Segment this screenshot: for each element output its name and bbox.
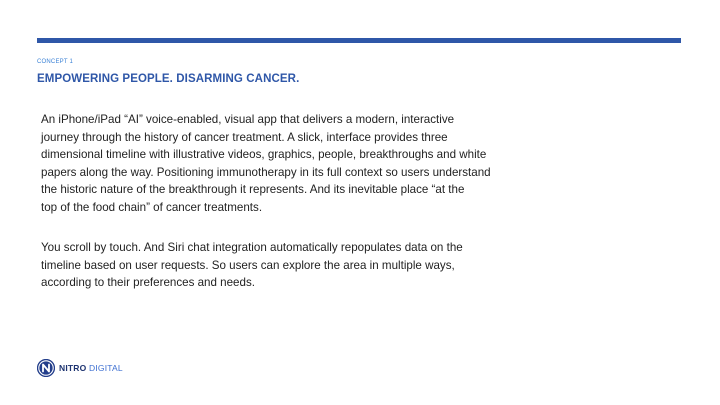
top-divider-bar	[37, 38, 681, 43]
body-paragraph-2	[41, 239, 561, 292]
paragraph-line: according to their preferences and needs.	[41, 276, 255, 289]
body-paragraph-1	[41, 111, 561, 216]
paragraph-line: the historic nature of the breakthrough it represents. And its inevitable place “at the	[41, 183, 465, 196]
concept-label: CONCEPT 1	[37, 59, 74, 65]
nitro-n-icon	[37, 359, 55, 377]
paragraph-line: top of the food chain” of cancer treatments.	[41, 200, 263, 214]
paragraph-line: dimensional timeline with illustrative videos, graphics, people, breakthroughs and white	[41, 148, 487, 161]
logo-word-nitro: NITRO	[59, 363, 87, 373]
paragraph-line: You scroll by touch. And Siri chat integration automatically repopulates data on the	[41, 241, 463, 254]
paragraph-line: papers along the way. Positioning immunotherapy in its full context so users understand	[41, 165, 491, 179]
logo-word-digital: DIGITAL	[89, 363, 123, 373]
paragraph-line: timeline based on user requests. So users can explore the area in multiple ways,	[41, 258, 455, 272]
logo-wordmark	[59, 363, 123, 373]
nitro-digital-logo	[37, 359, 123, 377]
paragraph-line: An iPhone/iPad “AI” voice-enabled, visual app that delivers a modern, interactive	[41, 113, 455, 126]
headline: EMPOWERING PEOPLE. DISARMING CANCER.	[37, 73, 300, 85]
paragraph-line: journey through the history of cancer treatment. A slick, interface provides three	[41, 130, 448, 144]
